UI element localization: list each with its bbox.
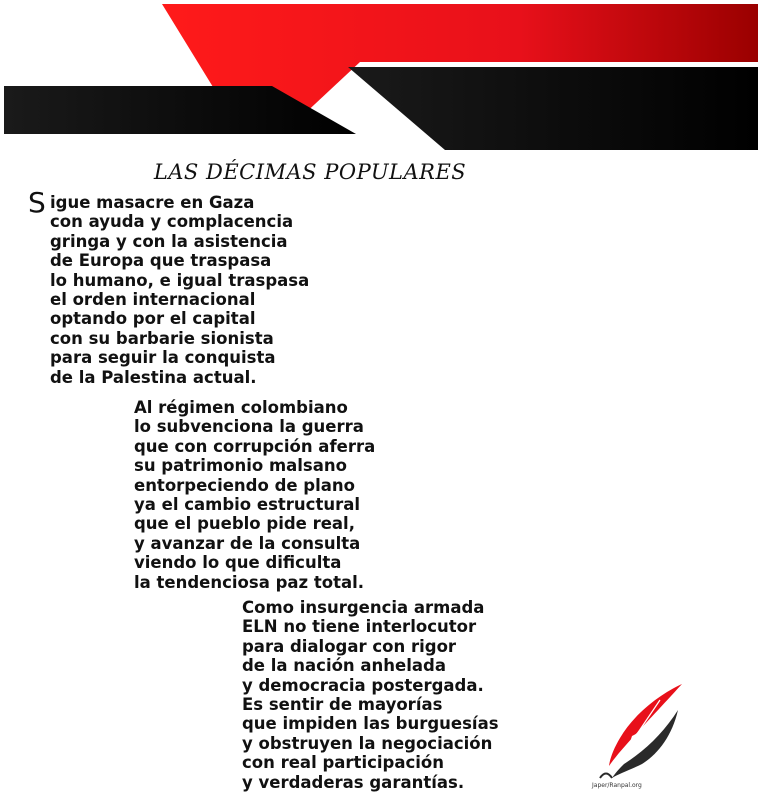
verse-line: viendo lo que dificulta bbox=[134, 553, 342, 573]
image-credit: Japer/Ranpal.org bbox=[592, 782, 642, 789]
verse-line: para dialogar con rigor bbox=[242, 636, 457, 656]
stanza-3 bbox=[242, 598, 568, 792]
verse-line: y obstruyen la negociación bbox=[242, 733, 493, 753]
verse-line: ELN no tiene interlocutor bbox=[242, 617, 477, 637]
verse-line: su patrimonio malsano bbox=[134, 456, 347, 476]
verse-line: con ayuda y complacencia bbox=[50, 212, 294, 232]
verse-line: que el pueblo pide real, bbox=[134, 514, 355, 534]
header-banner bbox=[0, 0, 758, 160]
verse-text: igue masacre en Gaza bbox=[50, 193, 255, 212]
verse-line: y verdaderas garantías. bbox=[242, 772, 465, 792]
verse-line: entorpeciendo de plano bbox=[134, 475, 355, 495]
banner-black-right-shape bbox=[348, 67, 758, 150]
verse-line: con su barbarie sionista bbox=[50, 328, 274, 348]
verse-line: que con corrupción aferra bbox=[134, 436, 376, 456]
verse-line: lo humano, e igual traspasa bbox=[50, 270, 310, 290]
verse-line: de Europa que traspasa bbox=[50, 251, 272, 271]
verse-line: que impiden las burguesías bbox=[242, 714, 499, 734]
verse-line: Como insurgencia armada bbox=[242, 598, 485, 617]
verse-line: y democracia postergada. bbox=[242, 675, 484, 695]
verse-line: ya el cambio estructural bbox=[134, 495, 361, 515]
verse-line: y avanzar de la consulta bbox=[134, 533, 361, 553]
verse-line: gringa y con la asistencia bbox=[50, 231, 288, 251]
verse-line bbox=[28, 186, 309, 219]
verse-line: de la nación anhelada bbox=[242, 656, 446, 676]
stanza-2 bbox=[134, 398, 375, 592]
verse-line: Al régimen colombiano bbox=[134, 398, 348, 417]
verse-line: de la Palestina actual. bbox=[50, 367, 257, 387]
verse-line: con real participación bbox=[242, 753, 444, 773]
verse-line: Es sentir de mayorías bbox=[242, 695, 443, 715]
verse-line: la tendenciosa paz total. bbox=[134, 572, 365, 592]
feather-quill-icon bbox=[590, 680, 700, 795]
verse-line: lo subvenciona la guerra bbox=[134, 417, 364, 437]
verse-line: para seguir la conquista bbox=[50, 348, 276, 368]
stanza-1 bbox=[28, 186, 310, 387]
verse-line: optando por el capital bbox=[50, 309, 256, 329]
drop-cap: S bbox=[28, 186, 46, 219]
poem-title: LAS DÉCIMAS POPULARES bbox=[153, 160, 467, 184]
verse-line: el orden internacional bbox=[50, 290, 256, 310]
